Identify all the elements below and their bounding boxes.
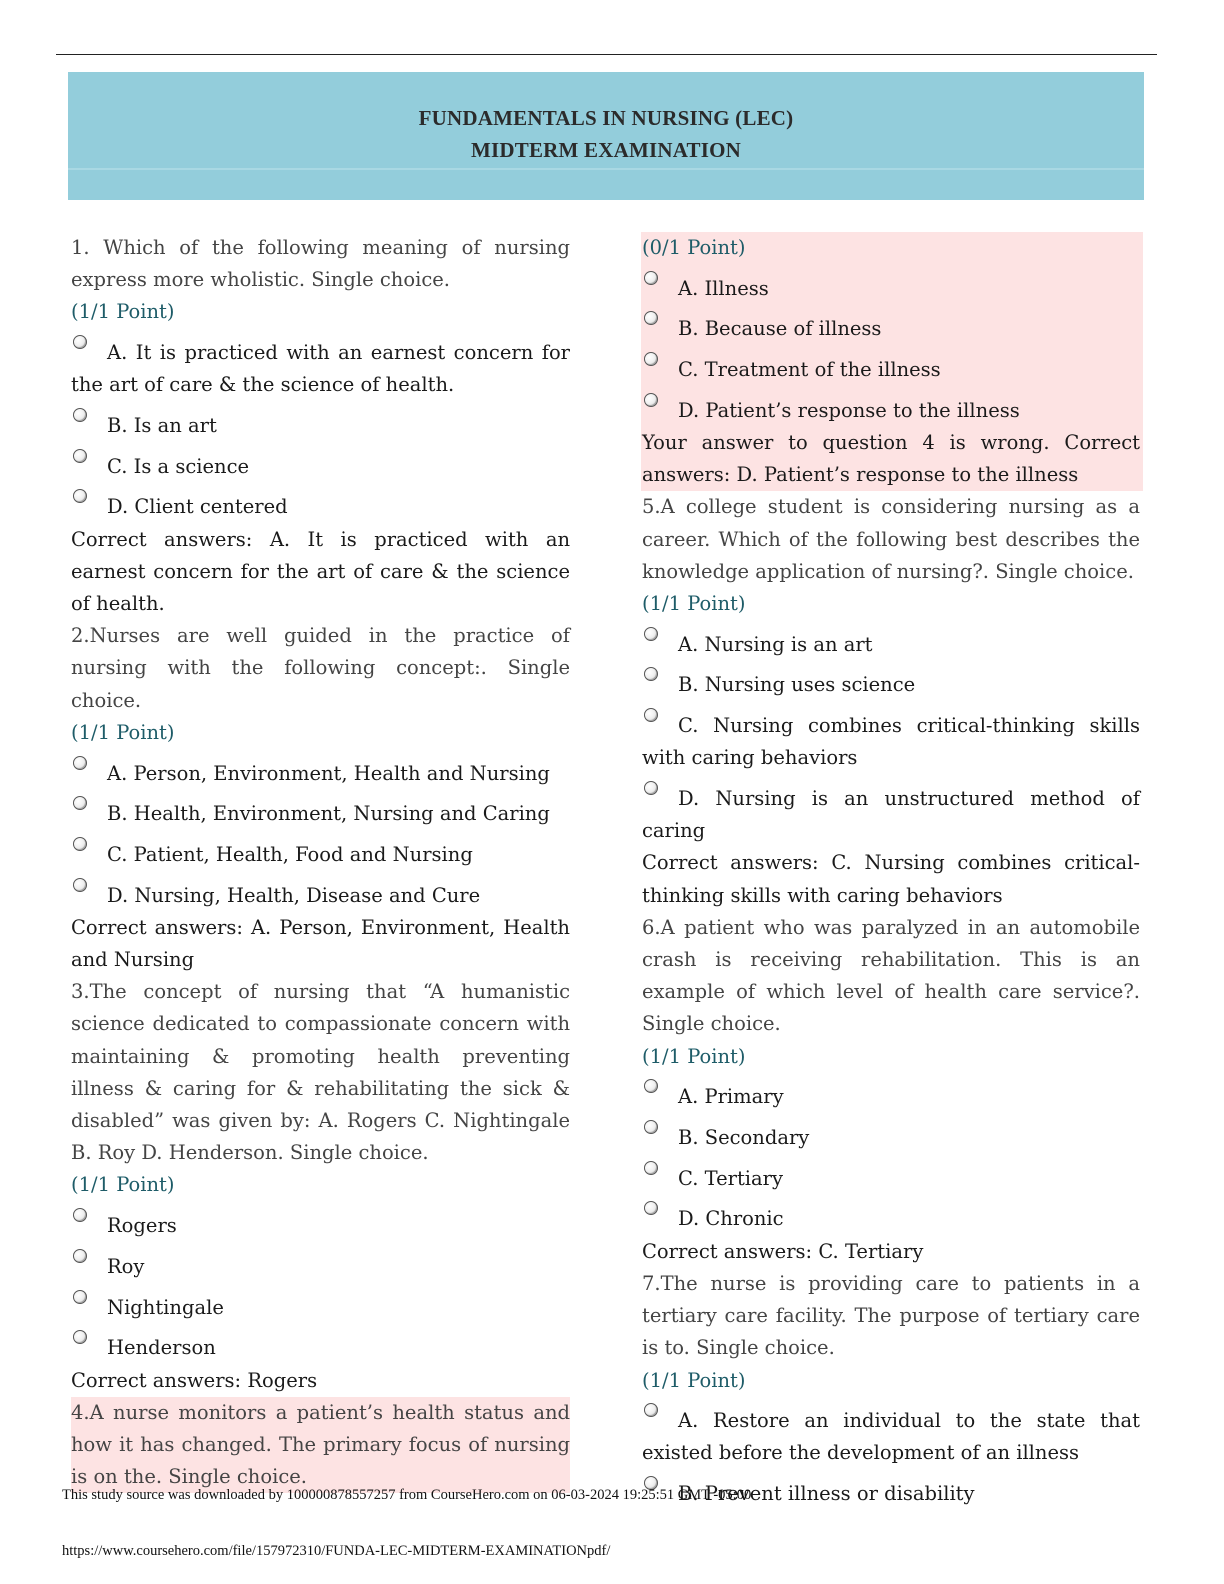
- radio-icon[interactable]: [73, 1249, 87, 1263]
- option-label: B. Nursing uses science: [678, 673, 916, 697]
- question-1-correct-answer: Correct answers: A. It is practiced with an earnest concern for the art of care & the science of health.: [71, 527, 570, 616]
- question-4-wrong-block: [641, 232, 1143, 491]
- radio-icon[interactable]: [644, 1120, 658, 1134]
- option-label: A. Primary: [678, 1085, 784, 1109]
- question-2-correct-answer: Correct answers: A. Person, Environment, Health and Nursing: [71, 915, 570, 972]
- radio-icon[interactable]: [73, 489, 87, 503]
- question-1-points: (1/1 Point): [71, 300, 175, 324]
- option-label: A. Nursing is an art: [678, 632, 873, 656]
- question-6-text: 6.A patient who was paralyzed in an automobile crash is receiving rehabilitation. This is an example of which level of health care service?. Single choice.: [642, 915, 1140, 1036]
- question-6-points: (1/1 Point): [642, 1044, 746, 1068]
- q1-option-a[interactable]: [71, 337, 570, 401]
- q3-option-henderson[interactable]: [71, 1332, 570, 1364]
- q5-option-a[interactable]: [642, 629, 1140, 661]
- question-3-text: 3.The concept of nursing that “A humanistic science dedicated to compassionate concern with maintaining & promoting health preventing illness & caring for & rehabilitating the sick & disabled” was given by: A. Rogers C. Nightingale B. Roy D. Henderson. Single choice.: [71, 980, 570, 1165]
- question-5-text: 5.A college student is considering nursing as a career. Which of the following best describes the knowledge application of nursing?. Single choice.: [642, 495, 1140, 583]
- q5-option-b[interactable]: [642, 669, 1140, 701]
- option-label: C. Nursing combines critical-thinking skills with caring behaviors: [642, 714, 1140, 770]
- option-label: D. Client centered: [107, 495, 288, 519]
- option-label: D. Nursing is an unstructured method of caring: [642, 787, 1140, 843]
- radio-icon[interactable]: [73, 1290, 87, 1304]
- question-4-feedback: Your answer to question 4 is wrong. Correct answers: D. Patient’s response to the illness: [642, 431, 1140, 487]
- radio-icon[interactable]: [644, 311, 658, 325]
- option-label: B. Secondary: [678, 1126, 810, 1150]
- radio-icon[interactable]: [644, 708, 658, 722]
- q4-option-d[interactable]: [642, 395, 1140, 427]
- radio-icon[interactable]: [73, 1208, 87, 1222]
- radio-icon[interactable]: [644, 1403, 658, 1417]
- q5-option-d[interactable]: [642, 783, 1140, 847]
- exam-header-banner: [68, 72, 1144, 200]
- top-rule: [56, 54, 1157, 55]
- radio-icon[interactable]: [644, 627, 658, 641]
- q2-option-b[interactable]: [71, 798, 570, 830]
- left-column: [71, 232, 570, 1493]
- option-label: C. Treatment of the illness: [678, 358, 941, 382]
- radio-icon[interactable]: [73, 878, 87, 892]
- q2-option-a[interactable]: [71, 758, 570, 790]
- radio-icon[interactable]: [644, 1161, 658, 1175]
- source-url[interactable]: https://www.coursehero.com/file/157972310/FUNDA-LEC-MIDTERM-EXAMINATIONpdf/: [62, 1543, 611, 1559]
- q3-option-roy[interactable]: [71, 1251, 570, 1283]
- question-2-text: 2.Nurses are well guided in the practice of nursing with the following concept:. Single choice.: [71, 624, 570, 712]
- radio-icon[interactable]: [644, 352, 658, 366]
- option-label: Roy: [107, 1254, 145, 1278]
- question-4-text: 4.A nurse monitors a patient’s health status and how it has changed. The primary focus of nursing is on the. Single choice.: [71, 1397, 570, 1494]
- radio-icon[interactable]: [73, 449, 87, 463]
- option-label: C. Tertiary: [678, 1166, 784, 1190]
- radio-icon[interactable]: [73, 796, 87, 810]
- q2-option-c[interactable]: [71, 839, 570, 871]
- banner-divider: [68, 168, 1144, 170]
- option-label: Henderson: [107, 1336, 216, 1360]
- option-label: A. Person, Environment, Health and Nursing: [107, 761, 550, 785]
- radio-icon[interactable]: [644, 667, 658, 681]
- exam-subtitle: MIDTERM EXAMINATION: [471, 138, 741, 162]
- question-5-correct-answer: Correct answers: C. Nursing combines critical-thinking skills with caring behaviors: [642, 851, 1140, 907]
- q7-option-a[interactable]: [642, 1405, 1140, 1469]
- question-5-points: (1/1 Point): [642, 592, 746, 616]
- q1-option-d[interactable]: [71, 491, 570, 523]
- question-7-text: 7.The nurse is providing care to patients in a tertiary care facility. The purpose of tertiary care is to. Single choice.: [642, 1271, 1140, 1360]
- radio-icon[interactable]: [644, 271, 658, 285]
- option-label: Rogers: [107, 1214, 177, 1238]
- q6-option-d[interactable]: [642, 1203, 1140, 1235]
- option-label: D. Nursing, Health, Disease and Cure: [107, 883, 481, 907]
- q4-option-b[interactable]: [642, 313, 1140, 345]
- option-label: D. Chronic: [678, 1207, 784, 1231]
- download-source-note: This study source was downloaded by 100000878557257 from CourseHero.com on 06-03-2024 19:25:51 GMT -05:00: [62, 1487, 752, 1503]
- radio-icon[interactable]: [73, 335, 87, 349]
- q5-option-c[interactable]: [642, 710, 1140, 774]
- option-label: A. Illness: [678, 276, 769, 300]
- option-label: B. Health, Environment, Nursing and Caring: [107, 802, 550, 826]
- q6-option-b[interactable]: [642, 1122, 1140, 1154]
- option-label: D. Patient’s response to the illness: [678, 398, 1020, 422]
- question-2-points: (1/1 Point): [71, 720, 175, 744]
- question-4-points: (0/1 Point): [642, 236, 746, 259]
- right-column: [642, 232, 1140, 1510]
- question-1-text: 1. Which of the following meaning of nursing express more wholistic. Single choice.: [71, 236, 570, 292]
- radio-icon[interactable]: [73, 756, 87, 770]
- q4-option-a[interactable]: [642, 273, 1140, 305]
- radio-icon[interactable]: [644, 393, 658, 407]
- option-label: Nightingale: [107, 1295, 224, 1319]
- q6-option-a[interactable]: [642, 1081, 1140, 1113]
- question-3-points: (1/1 Point): [71, 1173, 175, 1197]
- option-label: B. Prevent illness or disability: [678, 1482, 975, 1506]
- radio-icon[interactable]: [644, 1201, 658, 1215]
- q4-option-c[interactable]: [642, 354, 1140, 386]
- exam-title: FUNDAMENTALS IN NURSING (LEC): [418, 106, 794, 130]
- option-label: B. Because of illness: [678, 317, 882, 341]
- option-label: C. Patient, Health, Food and Nursing: [107, 842, 473, 866]
- question-3-correct-answer: Correct answers: Rogers: [71, 1368, 318, 1392]
- radio-icon[interactable]: [73, 837, 87, 851]
- option-label: B. Is an art: [107, 414, 217, 438]
- q1-option-b[interactable]: [71, 410, 570, 442]
- radio-icon[interactable]: [644, 1079, 658, 1093]
- q3-option-rogers[interactable]: [71, 1210, 570, 1242]
- q6-option-c[interactable]: [642, 1163, 1140, 1195]
- radio-icon[interactable]: [644, 781, 658, 795]
- radio-icon[interactable]: [73, 1330, 87, 1344]
- q1-option-c[interactable]: [71, 451, 570, 483]
- option-label: A. It is practiced with an earnest concern for the art of care & the science of health.: [71, 341, 570, 397]
- q3-option-nightingale[interactable]: [71, 1292, 570, 1324]
- option-label: A. Restore an individual to the state that existed before the development of an illness: [642, 1409, 1140, 1465]
- question-7-points: (1/1 Point): [642, 1368, 746, 1392]
- q2-option-d[interactable]: [71, 880, 570, 912]
- question-6-correct-answer: Correct answers: C. Tertiary: [642, 1239, 924, 1263]
- radio-icon[interactable]: [73, 408, 87, 422]
- option-label: C. Is a science: [107, 454, 250, 478]
